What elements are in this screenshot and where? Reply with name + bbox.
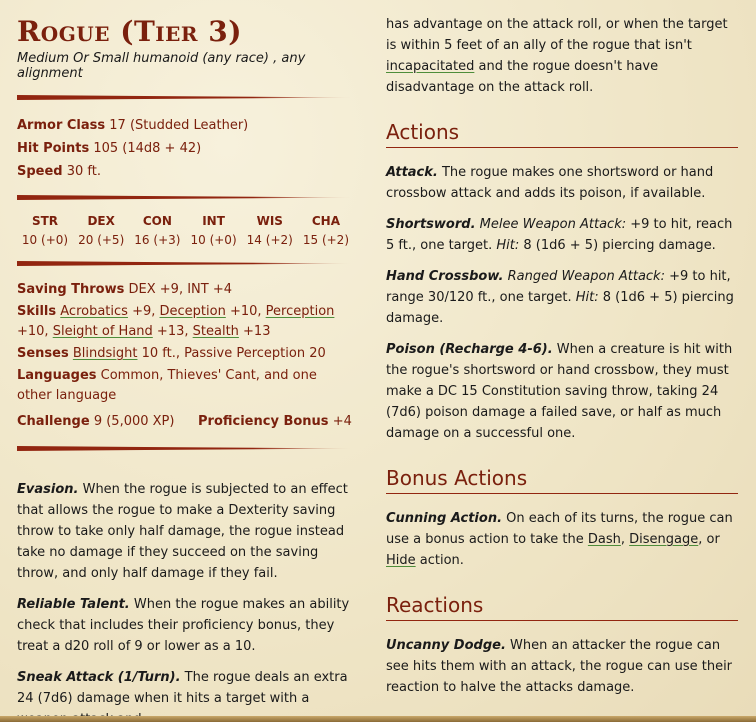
ability-con: CON 16 (+3) [134,214,181,247]
skills: Skills Acrobatics +9, Deception +10, Perception +10, Sleight of Hand +13, Stealth +13 [17,304,335,339]
incapacitated-link[interactable]: incapacitated [386,59,475,74]
reactions-heading: Reactions [386,593,738,621]
challenge: Challenge 9 (5,000 XP) [17,414,175,429]
actions-heading: Actions [386,120,738,148]
dash-link[interactable]: Dash [587,532,621,547]
hit-points: Hit Points 105 (14d8 + 42) [17,141,202,156]
bonus-cunning-action: Cunning Action. On each of its turns, the rogue can use a bonus action to take the Dash, Disengage, or Hide action. [386,511,733,568]
skill-sleight-link[interactable]: Sleight of Hand [52,324,153,339]
creature-subtitle: Medium Or Small humanoid (any race) , any alignment [17,51,306,81]
divider [17,446,354,451]
ability-int: INT 10 (+0) [190,214,237,247]
skill-acrobatics-link[interactable]: Acrobatics [60,304,128,319]
page-border [0,716,756,722]
languages: Languages Common, Thieves' Cant, and one other language [17,368,317,403]
ability-str: STR 10 (+0) [21,214,69,247]
challenge-row [17,412,354,432]
blindsight-link[interactable]: Blindsight [72,346,138,361]
hide-link[interactable]: Hide [386,553,416,568]
reaction-uncanny-dodge: Uncanny Dodge. When an attacker the rogue can see hits them with an attack, the rogue can use their reaction to halve the attacks damage. [386,638,733,695]
bonus-actions-heading: Bonus Actions [386,466,738,494]
ability-scores [17,214,354,247]
senses: Senses Blindsight 10 ft., Passive Perception 20 [17,346,326,361]
proficiency-bonus: Proficiency Bonus +4 [198,414,352,429]
ability-wis: WIS 14 (+2) [246,214,293,247]
trait-reliable-talent: Reliable Talent. When the rogue makes an ability check that includes their proficiency bonus, they treat a d20 roll of 9 or lower as a 10. [17,597,350,654]
secondary-stats [17,280,354,432]
right-column [386,0,738,708]
trait-evasion: Evasion. When the rogue is subjected to an effect that allows the rogue to make a Dexterity saving throw to take only half damage, the rogue instead take no damage if they succeed on the saving throw, and only half damage if they fail. [17,482,348,581]
left-column [17,0,354,722]
trait-sneak-attack-part2: has advantage on the attack roll, or when the target is within 5 feet of an ally of the rogue that isn't incapacitated and the rogue doesn't have disadvantage on the attack roll. [386,17,728,95]
armor-class: Armor Class 17 (Studded Leather) [17,118,249,133]
skill-perception-link[interactable]: Perception [265,304,335,319]
action-attack: Attack. The rogue makes one shortsword or hand crossbow attack and adds its poison, if available. [386,165,714,201]
divider [17,95,354,100]
saving-throws: Saving Throws DEX +9, INT +4 [17,282,233,297]
disengage-link[interactable]: Disengage [629,532,699,547]
divider [17,195,354,200]
skill-deception-link[interactable]: Deception [159,304,226,319]
action-shortsword: Shortsword. Melee Weapon Attack: +9 to hit, reach 5 ft., one target. Hit: 8 (1d6 + 5) piercing damage. [386,217,733,253]
ability-dex: DEX 20 (+5) [78,214,125,247]
trait-sneak-attack-part1: Sneak Attack (1/Turn). The rogue deals an extra 24 (7d6) damage when it hits a target with a [17,670,348,706]
divider [17,261,354,266]
action-hand-crossbow: Hand Crossbow. Ranged Weapon Attack: +9 to hit, range 30/120 ft., one target. Hit: 8 (1d6 + 5) piercing damage. [386,269,734,326]
speed: Speed 30 ft. [17,164,102,179]
ability-cha: CHA 15 (+2) [302,214,349,247]
creature-title: Rogue (Tier 3) [17,15,242,48]
skill-stealth-link[interactable]: Stealth [192,324,239,339]
action-poison: Poison (Recharge 4-6). When a creature is hit with the rogue's shortsword or hand crossbow, they must make a DC 15 Constitution saving throw, taking 24 (7d6) poison damage a failed save, or half as much damage on a successful one. [386,342,733,441]
